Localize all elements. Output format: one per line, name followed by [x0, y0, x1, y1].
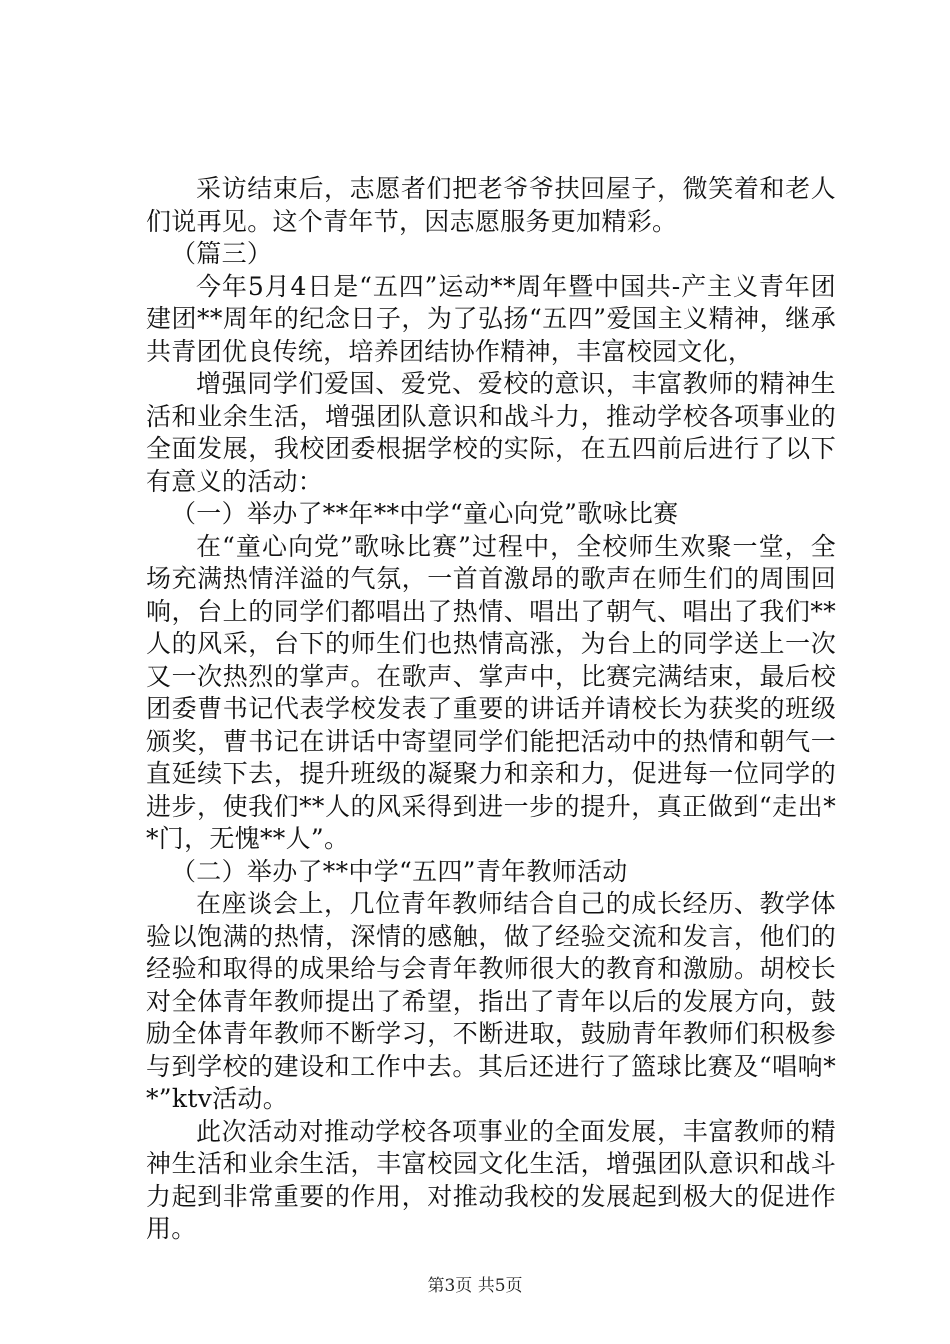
paragraph: 今年5月4日是“五四”运动**周年暨中国共-产主义青年团建团**周年的纪念日子，为了弘扬“五四”爱国主义精神，继承共青团优良传统，培养团结协作精神，丰富校园文化， — [146, 271, 836, 366]
document-body — [146, 173, 836, 1246]
paragraph: 采访结束后，志愿者们把老爷爷扶回屋子，微笑着和老人们说再见。这个青年节，因志愿服务更加精彩。 — [146, 174, 836, 236]
page-number-footer: 第3页 共5页 — [427, 1276, 523, 1296]
section-heading: （一）举办了**年**中学“童心向党”歌咏比赛 — [171, 499, 679, 528]
paragraph: 增强同学们爱国、爱党、爱校的意识，丰富教师的精神生活和业余生活，增强团队意识和战斗力，推动学校各项事业的全面发展，我校团委根据学校的实际，在五四前后进行了以下有意义的活动： — [146, 369, 836, 496]
paragraph: 在座谈会上，几位青年教师结合自己的成长经历、教学体验以饱满的热情，深情的感触，做了经验交流和发言，他们的经验和取得的成果给与会青年教师很大的教育和激励。胡校长对全体青年教师提出了希望，指出了青年以后的发展方向，鼓励全体青年教师不断学习，不断进取，鼓励青年教师们积极参与到学校的建设和工作中去。其后还进行了篮球比赛及“唱响**”ktv活动。 — [146, 889, 836, 1113]
section-heading: （二）举办了**中学“五四”青年教师活动 — [171, 856, 628, 886]
paragraph: 此次活动对推动学校各项事业的全面发展，丰富教师的精神生活和业余生活，丰富校园文化生活，增强团队意识和战斗力起到非常重要的作用，对推动我校的发展起到极大的促进作用。 — [146, 1116, 836, 1243]
paragraph: 在“童心向党”歌咏比赛”过程中，全校师生欢聚一堂，全场充满热情洋溢的气氛，一首首激昂的歌声在师生们的周围回响，台上的同学们都唱出了热情、唱出了朝气、唱出了我们**人的风采，台下的师生们也热情高涨，为台上的同学送上一次又一次热烈的掌声。在歌声、掌声中，比赛完满结束，最后校团委曹书记代表学校发表了重要的讲话并请校长为获奖的班级颁奖，曹书记在讲话中寄望同学们能把活动中的热情和朝气一直延续下去，提升班级的凝聚力和亲和力，促进每一位同学的进步，使我们**人的风采得到进一步的提升，真正做到“走出**门，无愧**人”。 — [146, 531, 836, 853]
section-heading: （篇三） — [171, 239, 273, 268]
